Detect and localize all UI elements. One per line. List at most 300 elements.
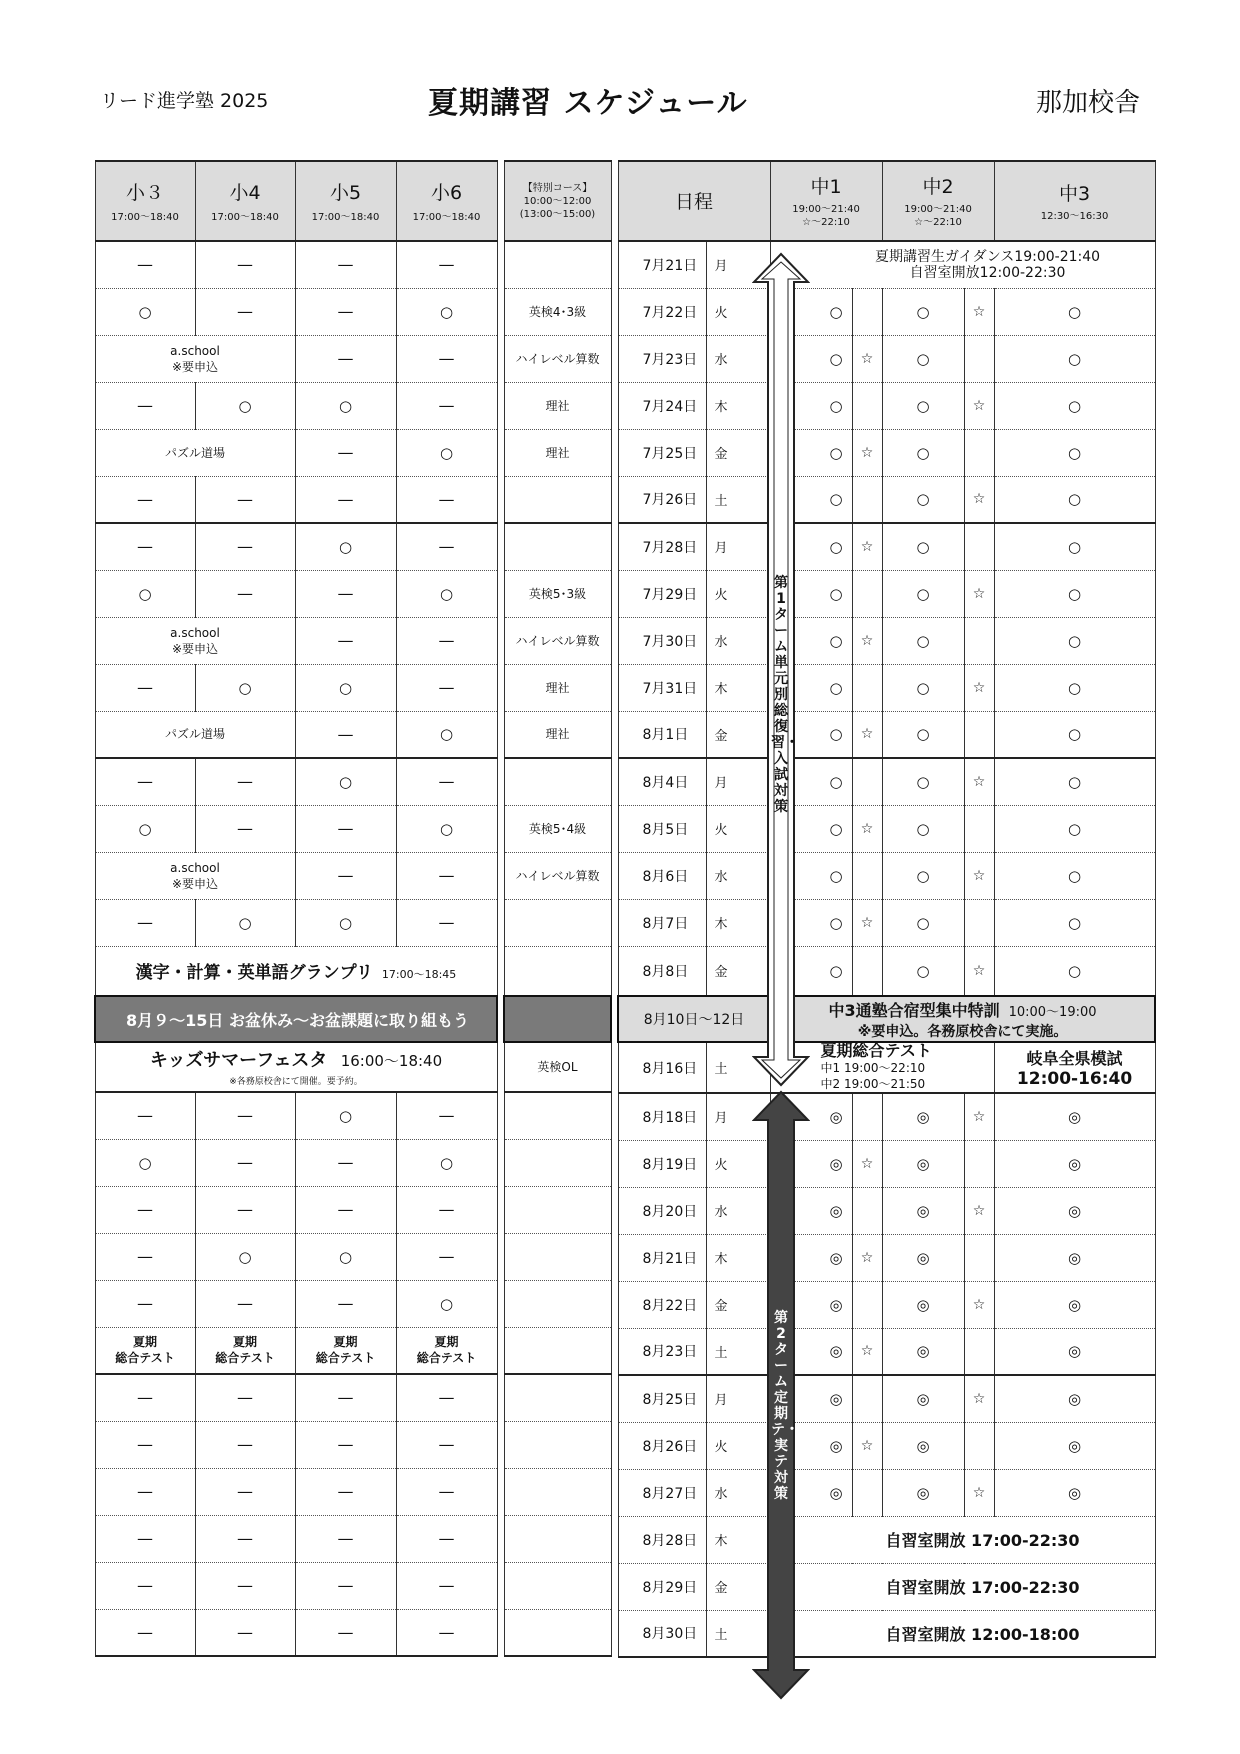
date-text: 7月23日 <box>642 351 698 368</box>
junior-cell <box>852 1328 882 1375</box>
junior-cell <box>964 523 994 570</box>
special-cell <box>504 758 611 805</box>
elem-cell <box>295 382 396 429</box>
kids-festa-event <box>95 1042 497 1092</box>
date-text: 8月26日 <box>642 1438 698 1455</box>
elem-cell <box>396 1139 497 1186</box>
date-text: 7月24日 <box>642 398 698 415</box>
junior-cell <box>964 382 994 429</box>
mark: — <box>438 1482 455 1501</box>
table-row <box>504 1233 611 1280</box>
junior-cell <box>882 1328 964 1375</box>
date-cell <box>618 664 706 711</box>
dow-text: 木 <box>714 400 728 415</box>
date-cell <box>618 241 706 288</box>
mark: ☆ <box>972 679 986 696</box>
camp-time: 10:00〜19:00 <box>1008 1004 1097 1020</box>
date-text: 8月20日 <box>642 1203 698 1220</box>
mark: ○ <box>829 819 843 838</box>
junior-cell <box>964 1375 994 1422</box>
elem-cell <box>95 523 195 570</box>
mark: ◎ <box>829 1248 843 1267</box>
junior-cell <box>964 1281 994 1328</box>
elem-cell <box>195 899 295 946</box>
elem-cell <box>195 664 295 711</box>
date-cell <box>618 429 706 476</box>
mark: — <box>237 489 253 509</box>
junior-cell <box>852 1234 882 1281</box>
elem-cell <box>396 899 497 946</box>
elem-cell <box>396 523 497 570</box>
aschool-note: ※要申込 <box>171 359 219 374</box>
junior-cell <box>994 1328 1155 1375</box>
junior-cell <box>882 382 964 429</box>
table-row <box>618 476 1155 523</box>
date-text: 7月25日 <box>642 445 698 462</box>
elem-cell <box>195 805 295 852</box>
junior-cell <box>852 429 882 476</box>
junior-cell <box>994 617 1155 664</box>
mark: ○ <box>439 584 454 603</box>
junior-cell <box>964 1469 994 1516</box>
self-study-info <box>770 1563 1155 1610</box>
elem-cell <box>95 1092 195 1139</box>
table-row <box>504 1280 611 1327</box>
grade-col-header <box>295 161 396 241</box>
elem-cell <box>95 1280 195 1327</box>
junior-grade-name: 中2 <box>922 176 954 198</box>
date-cell <box>618 852 706 899</box>
mark: ○ <box>338 1247 353 1266</box>
elem-cell <box>396 758 497 805</box>
table-row <box>95 1421 497 1468</box>
mark: ○ <box>1068 396 1082 415</box>
mark: ◎ <box>916 1295 930 1314</box>
table-row <box>504 1609 611 1656</box>
dow-text: 木 <box>714 917 728 932</box>
mark: — <box>337 1153 354 1172</box>
mark: ○ <box>338 537 353 556</box>
junior-cell <box>964 1422 994 1469</box>
mark: ○ <box>1068 913 1082 932</box>
mark: ○ <box>916 961 930 980</box>
mark: ◎ <box>829 1483 843 1502</box>
mark: ☆ <box>972 397 986 414</box>
junior-cell <box>882 570 964 617</box>
table-row <box>618 1042 1155 1093</box>
dow-text: 土 <box>714 1627 728 1643</box>
mark: — <box>237 1294 253 1313</box>
aschool-label: a.school <box>170 625 220 640</box>
junior-cell <box>852 288 882 335</box>
table-row <box>618 1422 1155 1469</box>
elem-cell <box>396 1609 497 1656</box>
mark: ○ <box>1068 961 1082 980</box>
elem-cell <box>295 1280 396 1327</box>
table-row <box>504 1186 611 1233</box>
special-course-name: ハイレベル算数 <box>515 868 600 883</box>
elem-cell <box>295 805 396 852</box>
special-course-name: 英検5･4級 <box>528 821 587 836</box>
junior-cell <box>882 1187 964 1234</box>
mark: — <box>137 1200 153 1219</box>
mark: — <box>237 772 253 792</box>
mark: ○ <box>238 678 252 697</box>
mark: ◎ <box>829 1436 843 1455</box>
elem-cell <box>295 617 396 664</box>
elem-cell <box>195 1468 295 1515</box>
junior-high-schedule-table <box>617 160 1156 1658</box>
dow-text: 木 <box>714 1534 728 1549</box>
dow-text: 金 <box>714 1299 728 1314</box>
mark: ◎ <box>1068 1201 1082 1220</box>
mark: — <box>438 772 455 792</box>
elem-cell <box>396 1562 497 1609</box>
elem-cell <box>295 1374 396 1421</box>
junior-grade-time2: ☆〜22:10 <box>914 217 962 228</box>
table-row <box>95 429 497 476</box>
elem-cell <box>195 570 295 617</box>
mark: — <box>337 584 354 603</box>
elem-cell <box>396 382 497 429</box>
mark: ☆ <box>860 1249 874 1266</box>
elem-cell <box>396 1374 497 1421</box>
elem-cell <box>95 1609 195 1656</box>
mark: ○ <box>916 725 930 744</box>
mark: ○ <box>1068 725 1082 744</box>
date-cell <box>618 335 706 382</box>
date-cell <box>618 1610 706 1657</box>
date-text: 8月6日 <box>642 868 689 885</box>
mark: — <box>438 1529 455 1548</box>
special-cell <box>504 476 611 523</box>
mark: — <box>137 1294 153 1313</box>
elem-cell <box>295 1609 396 1656</box>
special-course-header <box>504 161 611 241</box>
special-cell <box>504 1374 611 1421</box>
mark: — <box>237 1388 253 1408</box>
mark: ○ <box>829 961 843 980</box>
summer-test-label1: 夏期 <box>434 1335 459 1350</box>
mark: ○ <box>916 302 930 321</box>
date-text: 8月19日 <box>642 1156 698 1173</box>
table-row <box>618 335 1155 382</box>
mark: — <box>337 724 354 744</box>
table-row <box>618 1187 1155 1234</box>
page-title: 夏期講習 スケジュール <box>428 86 748 121</box>
puzzle-label: パズル道場 <box>164 727 225 742</box>
mark: ○ <box>1068 349 1082 368</box>
aschool-label: a.school <box>170 343 220 358</box>
junior-cell <box>994 1281 1155 1328</box>
mark: — <box>237 1482 253 1501</box>
junior-grade-time1: 19:00〜21:40 <box>904 204 972 215</box>
special-course-name: 理社 <box>545 727 570 742</box>
table-row <box>618 1375 1155 1422</box>
grade-col-header <box>95 161 195 241</box>
elem-cell <box>396 805 497 852</box>
table-row <box>504 758 611 805</box>
junior-grade-time1: 12:30〜16:30 <box>1040 210 1109 222</box>
junior-cell <box>852 1093 882 1140</box>
special-cell <box>504 1421 611 1468</box>
self-study-text: 自習室開放 17:00-22:30 <box>885 1578 1080 1597</box>
mark: ○ <box>1068 537 1082 556</box>
guidance-line1: 夏期講習生ガイダンス19:00-21:40 <box>875 248 1101 265</box>
mark: ○ <box>1068 302 1082 321</box>
camp-info <box>770 996 1155 1042</box>
mark: ○ <box>916 584 930 603</box>
dow-text: 金 <box>714 728 728 744</box>
mark: ☆ <box>860 820 874 837</box>
mark: ○ <box>238 913 252 932</box>
junior-cell <box>852 664 882 711</box>
mark: — <box>438 1388 455 1408</box>
mark: ◎ <box>1068 1342 1082 1361</box>
special-course-name: 英検OL <box>537 1060 578 1074</box>
date-cell <box>618 1234 706 1281</box>
special-course-name: ハイレベル算数 <box>515 351 600 366</box>
dow-text: 木 <box>714 682 728 697</box>
table-row <box>95 1139 497 1186</box>
junior-cell <box>994 570 1155 617</box>
special-cell <box>504 1609 611 1656</box>
mark: — <box>237 1106 253 1126</box>
mark: ☆ <box>972 1390 986 1407</box>
date-text: 8月7日 <box>642 915 689 932</box>
mark: — <box>237 1622 253 1642</box>
table-row <box>618 664 1155 711</box>
mark: ○ <box>138 584 152 603</box>
elem-cell <box>95 711 295 758</box>
special-cell <box>504 1186 611 1233</box>
table-row <box>618 805 1155 852</box>
mark: — <box>337 302 354 321</box>
date-cell <box>618 946 706 996</box>
date-text: 7月21日 <box>642 257 698 274</box>
table-row <box>504 288 611 335</box>
grade-time: 17:00〜18:40 <box>412 211 481 223</box>
date-text: 8月21日 <box>642 1250 698 1267</box>
date-cell <box>618 1187 706 1234</box>
date-text: 8月28日 <box>642 1532 698 1549</box>
table-row <box>618 570 1155 617</box>
elem-cell <box>295 1468 396 1515</box>
junior-cell <box>852 1422 882 1469</box>
self-study-info <box>770 1516 1155 1563</box>
junior-cell <box>852 1187 882 1234</box>
elem-cell <box>295 335 396 382</box>
mark: — <box>438 1435 455 1454</box>
table-row <box>504 899 611 946</box>
special-cell <box>504 1515 611 1562</box>
summer-test-label1: 夏期 <box>232 1335 257 1350</box>
mark: ○ <box>238 1247 252 1266</box>
mark: — <box>438 678 455 697</box>
mark: — <box>337 489 354 509</box>
date-cell <box>618 1042 706 1093</box>
brand-name: リード進学塾 2025 <box>100 90 269 112</box>
mark: ○ <box>1068 584 1082 603</box>
junior-cell <box>994 805 1155 852</box>
junior-cell <box>994 1375 1155 1422</box>
mark: ◎ <box>829 1389 843 1408</box>
elem-cell <box>95 476 195 523</box>
elem-cell <box>396 617 497 664</box>
table-row <box>618 288 1155 335</box>
mark: ☆ <box>860 632 874 649</box>
mark: — <box>237 1529 253 1548</box>
elem-cell <box>396 1280 497 1327</box>
junior-cell <box>882 899 964 946</box>
gifu-title: 岐阜全県模試 <box>1026 1049 1123 1068</box>
mark: ○ <box>916 866 930 885</box>
date-text: 8月4日 <box>642 774 689 791</box>
elem-cell <box>396 664 497 711</box>
mark: — <box>438 1247 455 1266</box>
dow-text: 水 <box>714 1487 728 1502</box>
elem-cell <box>295 476 396 523</box>
mark: ○ <box>916 631 930 650</box>
mark: ○ <box>916 772 930 791</box>
grade-name: 小4 <box>229 181 261 204</box>
table-row <box>504 382 611 429</box>
mark: ○ <box>1068 866 1082 885</box>
junior-grade-time2: ☆〜22:10 <box>802 217 850 228</box>
mark: — <box>237 302 253 321</box>
special-cell <box>504 899 611 946</box>
mark: ◎ <box>829 1342 843 1361</box>
mark: ☆ <box>972 585 986 602</box>
mark: — <box>137 1388 153 1408</box>
dow-text: 水 <box>714 870 728 885</box>
elem-cell <box>95 1421 195 1468</box>
special-cell <box>504 617 611 664</box>
summer-test-label1: 夏期 <box>132 1335 157 1350</box>
mark: ◎ <box>916 1201 930 1220</box>
mark: ○ <box>829 678 843 697</box>
elem-cell <box>195 1609 295 1656</box>
elem-cell <box>295 570 396 617</box>
mark: — <box>137 1576 153 1595</box>
junior-cell <box>964 1234 994 1281</box>
camp-title: 中3通塾合宿型集中特訓 <box>828 1000 1000 1020</box>
junior-cell <box>882 852 964 899</box>
junior-cell <box>852 758 882 805</box>
table-row <box>504 1421 611 1468</box>
mark: ◎ <box>829 1107 843 1126</box>
table-row <box>618 617 1155 664</box>
elem-cell <box>195 1562 295 1609</box>
mark: ○ <box>1068 443 1082 462</box>
junior-cell <box>994 335 1155 382</box>
kids-label: キッズサマーフェスタ <box>149 1050 328 1071</box>
dow-text: 月 <box>714 541 728 557</box>
elem-cell <box>195 1421 295 1468</box>
date-text: 8月1日 <box>642 727 689 744</box>
mark: ○ <box>338 772 353 791</box>
mark: ○ <box>916 490 930 509</box>
mark: ○ <box>829 396 843 415</box>
gifu-time: 12:00-16:40 <box>1016 1069 1133 1089</box>
elem-cell <box>195 288 295 335</box>
mark: — <box>438 866 455 885</box>
special-cell <box>504 1092 611 1139</box>
grade-time: 17:00〜18:40 <box>111 211 179 223</box>
mark: ◎ <box>1068 1295 1082 1314</box>
table-row <box>95 1092 497 1139</box>
elem-cell <box>95 617 295 664</box>
date-text: 8月16日 <box>642 1060 698 1077</box>
mark: ◎ <box>829 1154 843 1173</box>
summer-test-label2: 総合テスト <box>115 1351 175 1366</box>
junior-grade-header <box>882 161 994 241</box>
table-row <box>618 429 1155 476</box>
mark: — <box>337 1200 354 1219</box>
date-cell <box>618 476 706 523</box>
mark: — <box>438 1106 455 1126</box>
mark: — <box>337 1482 354 1501</box>
dow-text: 金 <box>714 1581 728 1596</box>
elem-cell <box>195 1233 295 1280</box>
date-cell <box>618 758 706 805</box>
mark: ◎ <box>916 1342 930 1361</box>
junior-cell <box>964 476 994 523</box>
elem-cell <box>396 1327 497 1374</box>
table-row <box>95 1374 497 1421</box>
mark: ◎ <box>829 1201 843 1220</box>
table-row <box>618 1563 1155 1610</box>
elem-cell <box>95 429 295 476</box>
grandprix-event <box>95 946 497 996</box>
date-text: 8月18日 <box>642 1109 698 1126</box>
summer-test-label2: 総合テスト <box>315 1351 376 1366</box>
special-cell <box>504 852 611 899</box>
dow-text: 木 <box>714 1252 728 1267</box>
junior-cell <box>994 476 1155 523</box>
junior-cell <box>964 1093 994 1140</box>
table-row <box>618 382 1155 429</box>
date-cell <box>618 1516 706 1563</box>
grandprix-time: 17:00〜18:45 <box>381 968 457 982</box>
guidance-line2: 自習室開放12:00-22:30 <box>909 264 1066 281</box>
table-row <box>95 1609 497 1656</box>
obon-date <box>618 996 770 1042</box>
table-row <box>504 1139 611 1186</box>
elem-cell <box>95 852 295 899</box>
mark: — <box>337 819 354 838</box>
junior-cell <box>994 1187 1155 1234</box>
dow-text: 水 <box>714 635 728 650</box>
elem-cell <box>195 1280 295 1327</box>
junior-cell <box>852 523 882 570</box>
table-row <box>95 852 497 899</box>
junior-cell <box>994 1469 1155 1516</box>
mark: — <box>137 1529 153 1548</box>
table-row <box>618 758 1155 805</box>
elem-cell <box>396 852 497 899</box>
mark: — <box>438 349 455 368</box>
elem-cell <box>295 711 396 758</box>
elem-cell <box>295 758 396 805</box>
mark: — <box>438 1622 455 1642</box>
elem-cell <box>95 1233 195 1280</box>
date-cell <box>618 1469 706 1516</box>
special-cell <box>504 946 611 996</box>
elem-cell <box>95 1562 195 1609</box>
mark: ○ <box>916 349 930 368</box>
table-row <box>504 335 611 382</box>
